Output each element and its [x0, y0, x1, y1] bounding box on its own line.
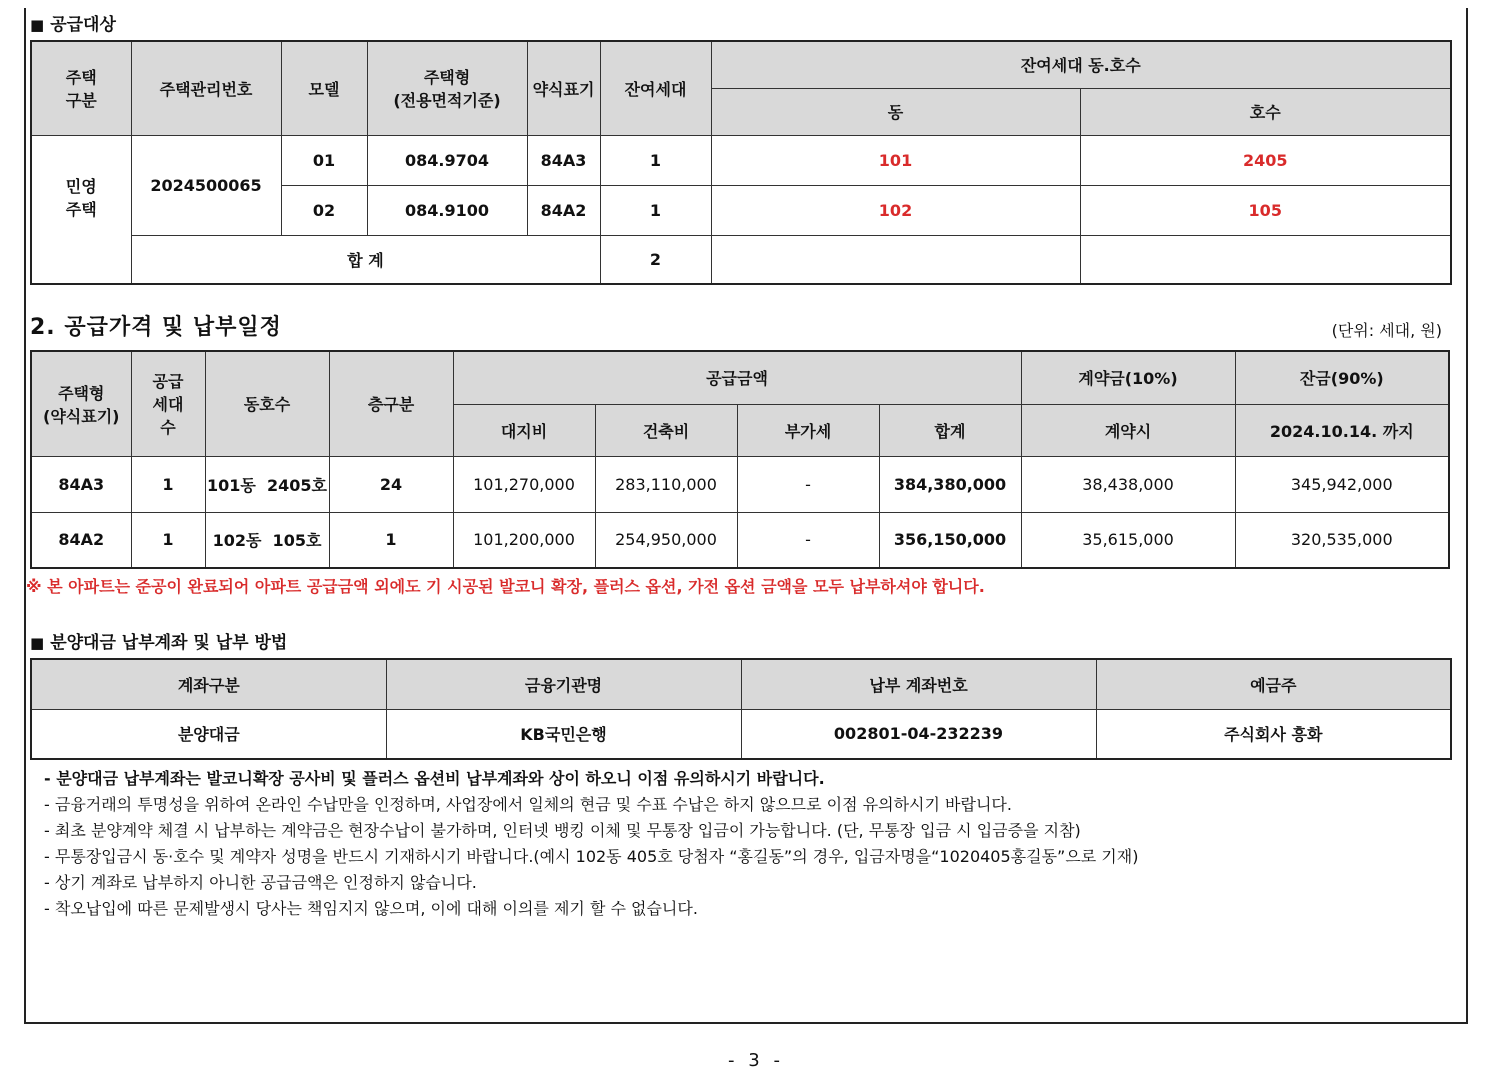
header-remaining-units: 잔여세대 동.호수: [711, 41, 1451, 88]
header-dong: 동: [711, 88, 1080, 135]
note-line: - 무통장입금시 동·호수 및 계약자 성명을 반드시 기재하시기 바랍니다.(예시 102동 405호 당첨자 “홍길동”의 경우, 입금자명을“1020405홍길동”으로 기재): [44, 847, 1139, 866]
note-line: - 최초 분양계약 체결 시 납부하는 계약금은 현장수납이 불가하며, 인터넷 뱅킹 이체 및 무통장 입금이 가능합니다. (단, 무통장 입금 시 입금증을 지참): [44, 821, 1081, 840]
type-cell: 84A2: [31, 512, 131, 568]
dong-ho-cell: 102동 105호: [205, 512, 329, 568]
price-schedule-table: [30, 350, 1450, 569]
header-house-type: 주택형 (약식표기): [31, 351, 131, 456]
header-deposit: 계약금(10%): [1021, 351, 1235, 404]
square-bullet-icon: ■: [30, 16, 45, 34]
dong-cell: 101: [711, 135, 1080, 185]
table-row: [31, 135, 1451, 185]
header-balance: 잔금(90%): [1235, 351, 1449, 404]
header-building: 건축비: [595, 404, 737, 456]
header-model: 모델: [281, 41, 367, 135]
header-land: 대지비: [453, 404, 595, 456]
total-value: 2: [600, 235, 711, 284]
sum-cell: 384,380,000: [879, 456, 1021, 512]
hosu-cell: 105: [1080, 185, 1451, 235]
square-bullet-icon: ■: [30, 634, 45, 652]
house-type-cell: 084.9100: [367, 185, 527, 235]
header-vat: 부가세: [737, 404, 879, 456]
building-cell: 283,110,000: [595, 456, 737, 512]
vat-cell: -: [737, 512, 879, 568]
section-heading-supply-target: ■ 공급대상: [30, 15, 116, 35]
header-deposit-when: 계약시: [1021, 404, 1235, 456]
deposit-cell: 35,615,000: [1021, 512, 1235, 568]
land-cell: 101,270,000: [453, 456, 595, 512]
dong-cell: 102: [711, 185, 1080, 235]
section-heading-payment-account: ■ 분양대금 납부계좌 및 납부 방법: [30, 633, 288, 653]
land-cell: 101,200,000: [453, 512, 595, 568]
type-label: 민영 주택: [31, 135, 131, 284]
header-dong-ho: 동호수: [205, 351, 329, 456]
total-empty-dong: [711, 235, 1080, 284]
header-house-type: 주택형 (전용면적기준): [367, 41, 527, 135]
units-cell: 1: [131, 456, 205, 512]
floor-cell: 24: [329, 456, 453, 512]
header-mgmt-no: 주택관리번호: [131, 41, 281, 135]
sum-cell: 356,150,000: [879, 512, 1021, 568]
remain-cell: 1: [600, 185, 711, 235]
note-line: - 금융거래의 투명성을 위하여 온라인 수납만을 인정하며, 사업장에서 일체의 현금 및 수표 수납은 하지 않으므로 이점 유의하시기 바랍니다.: [44, 795, 1012, 814]
header-account-holder: 예금주: [1096, 659, 1451, 709]
header-floor: 층구분: [329, 351, 453, 456]
deposit-cell: 38,438,000: [1021, 456, 1235, 512]
section-title-price-schedule: 2. 공급가격 및 납부일정: [30, 315, 282, 340]
vat-cell: -: [737, 456, 879, 512]
header-bank-name: 금융기관명: [386, 659, 741, 709]
total-empty-hosu: [1080, 235, 1451, 284]
abbr-cell: 84A2: [527, 185, 600, 235]
table-row: [31, 456, 1449, 512]
option-payment-warning: ※ 본 아파트는 준공이 완료되어 아파트 공급금액 외에도 기 시공된 발코니 확장, 플러스 옵션, 가전 옵션 금액을 모두 납부하셔야 합니다.: [26, 577, 985, 596]
header-account-type: 계좌구분: [31, 659, 386, 709]
note-line: - 분양대금 납부계좌는 발코니확장 공사비 및 플러스 옵션비 납부계좌와 상이 하오니 이점 유의하시기 바랍니다.: [44, 769, 825, 788]
header-account-number: 납부 계좌번호: [741, 659, 1096, 709]
remain-cell: 1: [600, 135, 711, 185]
building-cell: 254,950,000: [595, 512, 737, 568]
table-row: [31, 709, 1451, 759]
mgmt-no: 2024500065: [131, 135, 281, 235]
account-holder-cell: 주식회사 흥화: [1096, 709, 1451, 759]
header-supply-amount: 공급금액: [453, 351, 1021, 404]
abbr-cell: 84A3: [527, 135, 600, 185]
account-type-cell: 분양대금: [31, 709, 386, 759]
balance-cell: 320,535,000: [1235, 512, 1449, 568]
balance-cell: 345,942,000: [1235, 456, 1449, 512]
header-sum: 합계: [879, 404, 1021, 456]
model-cell: 01: [281, 135, 367, 185]
header-remaining: 잔여세대: [600, 41, 711, 135]
header-housing-type: 주택 구분: [31, 41, 131, 135]
house-type-cell: 084.9704: [367, 135, 527, 185]
units-cell: 1: [131, 512, 205, 568]
floor-cell: 1: [329, 512, 453, 568]
supply-target-table: [30, 40, 1452, 285]
page-number: - 3 -: [728, 1050, 784, 1071]
payment-notes: [44, 766, 1138, 922]
payment-account-table: [30, 658, 1452, 760]
header-supply-units: 공급 세대 수: [131, 351, 205, 456]
dong-ho-cell: 101동 2405호: [205, 456, 329, 512]
header-balance-when: 2024.10.14. 까지: [1235, 404, 1449, 456]
bank-name-cell: KB국민은행: [386, 709, 741, 759]
total-row: [31, 235, 1451, 284]
hosu-cell: 2405: [1080, 135, 1451, 185]
note-line: - 착오납입에 따른 문제발생시 당사는 책임지지 않으며, 이에 대해 이의를 제기 할 수 없습니다.: [44, 899, 698, 918]
unit-note: (단위: 세대, 원): [1331, 321, 1442, 340]
total-label: 합 계: [131, 235, 600, 284]
type-cell: 84A3: [31, 456, 131, 512]
model-cell: 02: [281, 185, 367, 235]
header-hosu: 호수: [1080, 88, 1451, 135]
header-abbr: 약식표기: [527, 41, 600, 135]
account-number-cell: 002801-04-232239: [741, 709, 1096, 759]
table-row: [31, 512, 1449, 568]
note-line: - 상기 계좌로 납부하지 아니한 공급금액은 인정하지 않습니다.: [44, 873, 477, 892]
